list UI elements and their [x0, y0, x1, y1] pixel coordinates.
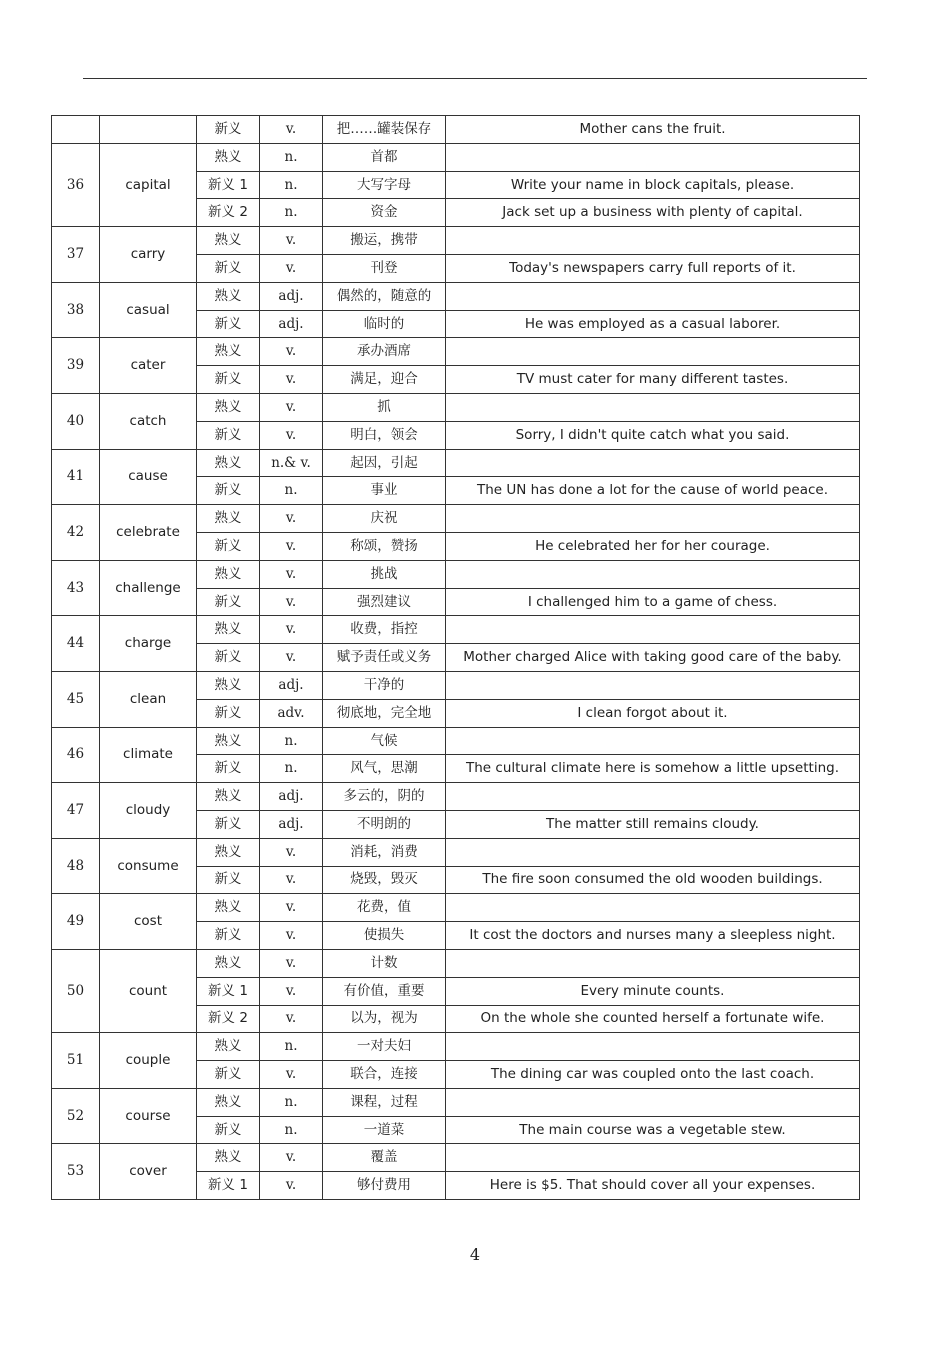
part-of-speech: n.& v.	[260, 449, 323, 477]
example-sentence: The UN has done a lot for the cause of world peace.	[446, 477, 860, 505]
meaning: 称颂，赞扬	[323, 532, 446, 560]
meaning: 赋予责任或义务	[323, 644, 446, 672]
entry-word: catch	[100, 393, 197, 449]
entry-word: carry	[100, 227, 197, 283]
part-of-speech: n.	[260, 1033, 323, 1061]
example-sentence: It cost the doctors and nurses many a sleepless night.	[446, 922, 860, 950]
meaning: 有价值，重要	[323, 977, 446, 1005]
entry-number: 52	[52, 1088, 100, 1144]
meaning: 庆祝	[323, 505, 446, 533]
meaning: 够付费用	[323, 1172, 446, 1200]
meaning: 多云的，阴的	[323, 783, 446, 811]
table-row	[52, 1088, 860, 1116]
meaning: 风气，思潮	[323, 755, 446, 783]
entry-number: 43	[52, 560, 100, 616]
example-sentence	[446, 616, 860, 644]
example-sentence: The matter still remains cloudy.	[446, 810, 860, 838]
meaning: 花费，值	[323, 894, 446, 922]
part-of-speech: v.	[260, 922, 323, 950]
sense-label: 新义	[197, 421, 260, 449]
entry-number: 36	[52, 143, 100, 226]
sense-label: 熟义	[197, 560, 260, 588]
entry-word	[100, 116, 197, 144]
part-of-speech: adj.	[260, 310, 323, 338]
table-row	[52, 616, 860, 644]
sense-label: 熟义	[197, 949, 260, 977]
part-of-speech: adv.	[260, 699, 323, 727]
entry-word: celebrate	[100, 505, 197, 561]
sense-label: 新义 1	[197, 171, 260, 199]
example-sentence	[446, 838, 860, 866]
example-sentence: Jack set up a business with plenty of capital.	[446, 199, 860, 227]
entry-word: challenge	[100, 560, 197, 616]
sense-label: 熟义	[197, 449, 260, 477]
table-row	[52, 116, 860, 144]
entry-word: cloudy	[100, 783, 197, 839]
table-row	[52, 838, 860, 866]
meaning: 偶然的，随意的	[323, 282, 446, 310]
table-row	[52, 949, 860, 977]
meaning: 起因，引起	[323, 449, 446, 477]
example-sentence: Write your name in block capitals, please.	[446, 171, 860, 199]
example-sentence: Today's newspapers carry full reports of it.	[446, 254, 860, 282]
meaning: 事业	[323, 477, 446, 505]
part-of-speech: v.	[260, 1144, 323, 1172]
sense-label: 新义	[197, 810, 260, 838]
part-of-speech: v.	[260, 254, 323, 282]
part-of-speech: v.	[260, 866, 323, 894]
example-sentence	[446, 1144, 860, 1172]
example-sentence	[446, 227, 860, 255]
part-of-speech: n.	[260, 755, 323, 783]
table-row	[52, 393, 860, 421]
meaning: 搬运，携带	[323, 227, 446, 255]
meaning: 强烈建议	[323, 588, 446, 616]
sense-label: 新义 2	[197, 199, 260, 227]
meaning: 彻底地，完全地	[323, 699, 446, 727]
part-of-speech: n.	[260, 171, 323, 199]
meaning: 一对夫妇	[323, 1033, 446, 1061]
sense-label: 新义	[197, 1116, 260, 1144]
example-sentence	[446, 727, 860, 755]
entry-number: 39	[52, 338, 100, 394]
table-row	[52, 505, 860, 533]
sense-label: 新义	[197, 532, 260, 560]
meaning: 覆盖	[323, 1144, 446, 1172]
sense-label: 新义 2	[197, 1005, 260, 1033]
meaning: 课程，过程	[323, 1088, 446, 1116]
entry-word: consume	[100, 838, 197, 894]
example-sentence: Every minute counts.	[446, 977, 860, 1005]
example-sentence	[446, 1088, 860, 1116]
table-row	[52, 338, 860, 366]
example-sentence: Mother charged Alice with taking good care of the baby.	[446, 644, 860, 672]
entry-number: 42	[52, 505, 100, 561]
meaning: 承办酒席	[323, 338, 446, 366]
entry-word: charge	[100, 616, 197, 672]
entry-number: 40	[52, 393, 100, 449]
entry-word: climate	[100, 727, 197, 783]
part-of-speech: n.	[260, 1116, 323, 1144]
entry-word: couple	[100, 1033, 197, 1089]
sense-label: 新义	[197, 477, 260, 505]
meaning: 把……罐装保存	[323, 116, 446, 144]
example-sentence: On the whole she counted herself a fortunate wife.	[446, 1005, 860, 1033]
part-of-speech: v.	[260, 977, 323, 1005]
part-of-speech: v.	[260, 644, 323, 672]
entry-number: 49	[52, 894, 100, 950]
part-of-speech: adj.	[260, 282, 323, 310]
sense-label: 熟义	[197, 1088, 260, 1116]
entry-number: 51	[52, 1033, 100, 1089]
table-row	[52, 227, 860, 255]
meaning: 不明朗的	[323, 810, 446, 838]
table-row	[52, 783, 860, 811]
entry-number: 41	[52, 449, 100, 505]
meaning: 挑战	[323, 560, 446, 588]
example-sentence	[446, 282, 860, 310]
meaning: 使损失	[323, 922, 446, 950]
part-of-speech: adj.	[260, 783, 323, 811]
example-sentence	[446, 949, 860, 977]
table-row	[52, 1144, 860, 1172]
meaning: 临时的	[323, 310, 446, 338]
entry-number: 48	[52, 838, 100, 894]
example-sentence: The dining car was coupled onto the last coach.	[446, 1061, 860, 1089]
meaning: 消耗，消费	[323, 838, 446, 866]
part-of-speech: v.	[260, 1005, 323, 1033]
sense-label: 熟义	[197, 783, 260, 811]
meaning: 首都	[323, 143, 446, 171]
meaning: 一道菜	[323, 1116, 446, 1144]
part-of-speech: v.	[260, 560, 323, 588]
part-of-speech: n.	[260, 143, 323, 171]
part-of-speech: v.	[260, 949, 323, 977]
example-sentence: TV must cater for many different tastes.	[446, 366, 860, 394]
sense-label: 熟义	[197, 838, 260, 866]
entry-number: 37	[52, 227, 100, 283]
table-row	[52, 449, 860, 477]
entry-word: cost	[100, 894, 197, 950]
entry-word: capital	[100, 143, 197, 226]
vocabulary-table-body	[52, 116, 860, 1200]
sense-label: 熟义	[197, 338, 260, 366]
table-row	[52, 727, 860, 755]
sense-label: 新义	[197, 254, 260, 282]
meaning: 以为，视为	[323, 1005, 446, 1033]
example-sentence	[446, 338, 860, 366]
example-sentence	[446, 449, 860, 477]
example-sentence	[446, 894, 860, 922]
sense-label: 新义	[197, 310, 260, 338]
entry-number: 45	[52, 671, 100, 727]
meaning: 计数	[323, 949, 446, 977]
part-of-speech: adj.	[260, 671, 323, 699]
meaning: 联合，连接	[323, 1061, 446, 1089]
meaning: 资金	[323, 199, 446, 227]
table-row	[52, 894, 860, 922]
example-sentence: Here is $5. That should cover all your expenses.	[446, 1172, 860, 1200]
part-of-speech: v.	[260, 227, 323, 255]
meaning: 烧毁，毁灭	[323, 866, 446, 894]
part-of-speech: v.	[260, 1061, 323, 1089]
sense-label: 熟义	[197, 671, 260, 699]
part-of-speech: v.	[260, 366, 323, 394]
entry-word: cater	[100, 338, 197, 394]
entry-word: course	[100, 1088, 197, 1144]
sense-label: 熟义	[197, 393, 260, 421]
part-of-speech: v.	[260, 616, 323, 644]
vocabulary-table	[51, 115, 860, 1200]
example-sentence	[446, 560, 860, 588]
sense-label: 新义	[197, 366, 260, 394]
sense-label: 新义	[197, 116, 260, 144]
sense-label: 新义	[197, 1061, 260, 1089]
sense-label: 新义	[197, 866, 260, 894]
part-of-speech: n.	[260, 477, 323, 505]
sense-label: 熟义	[197, 894, 260, 922]
sense-label: 熟义	[197, 505, 260, 533]
part-of-speech: v.	[260, 338, 323, 366]
sense-label: 新义 1	[197, 1172, 260, 1200]
entry-word: casual	[100, 282, 197, 338]
example-sentence	[446, 1033, 860, 1061]
meaning: 大写字母	[323, 171, 446, 199]
example-sentence	[446, 671, 860, 699]
sense-label: 新义	[197, 644, 260, 672]
part-of-speech: adj.	[260, 810, 323, 838]
example-sentence	[446, 393, 860, 421]
part-of-speech: v.	[260, 116, 323, 144]
part-of-speech: n.	[260, 1088, 323, 1116]
table-row	[52, 143, 860, 171]
sense-label: 新义	[197, 755, 260, 783]
example-sentence: I clean forgot about it.	[446, 699, 860, 727]
table-row	[52, 560, 860, 588]
example-sentence: Mother cans the fruit.	[446, 116, 860, 144]
sense-label: 新义	[197, 588, 260, 616]
part-of-speech: v.	[260, 838, 323, 866]
example-sentence: The fire soon consumed the old wooden buildings.	[446, 866, 860, 894]
sense-label: 熟义	[197, 282, 260, 310]
sense-label: 新义	[197, 699, 260, 727]
entry-number: 53	[52, 1144, 100, 1200]
part-of-speech: n.	[260, 199, 323, 227]
entry-number: 38	[52, 282, 100, 338]
meaning: 气候	[323, 727, 446, 755]
meaning: 刊登	[323, 254, 446, 282]
entry-word: clean	[100, 671, 197, 727]
example-sentence: He was employed as a casual laborer.	[446, 310, 860, 338]
sense-label: 熟义	[197, 1144, 260, 1172]
example-sentence: The main course was a vegetable stew.	[446, 1116, 860, 1144]
entry-word: cause	[100, 449, 197, 505]
table-row	[52, 282, 860, 310]
meaning: 抓	[323, 393, 446, 421]
part-of-speech: v.	[260, 421, 323, 449]
meaning: 明白，领会	[323, 421, 446, 449]
example-sentence	[446, 143, 860, 171]
sense-label: 熟义	[197, 727, 260, 755]
sense-label: 新义 1	[197, 977, 260, 1005]
entry-number	[52, 116, 100, 144]
part-of-speech: v.	[260, 588, 323, 616]
entry-number: 46	[52, 727, 100, 783]
sense-label: 熟义	[197, 1033, 260, 1061]
sense-label: 熟义	[197, 143, 260, 171]
example-sentence: The cultural climate here is somehow a little upsetting.	[446, 755, 860, 783]
header-rule	[83, 78, 867, 79]
entry-number: 47	[52, 783, 100, 839]
example-sentence: I challenged him to a game of chess.	[446, 588, 860, 616]
sense-label: 熟义	[197, 227, 260, 255]
part-of-speech: v.	[260, 393, 323, 421]
table-row	[52, 1033, 860, 1061]
example-sentence	[446, 783, 860, 811]
part-of-speech: n.	[260, 727, 323, 755]
example-sentence: He celebrated her for her courage.	[446, 532, 860, 560]
example-sentence	[446, 505, 860, 533]
part-of-speech: v.	[260, 505, 323, 533]
meaning: 干净的	[323, 671, 446, 699]
entry-word: count	[100, 949, 197, 1032]
part-of-speech: v.	[260, 1172, 323, 1200]
example-sentence: Sorry, I didn't quite catch what you said.	[446, 421, 860, 449]
entry-number: 50	[52, 949, 100, 1032]
part-of-speech: v.	[260, 532, 323, 560]
part-of-speech: v.	[260, 894, 323, 922]
table-row	[52, 671, 860, 699]
entry-word: cover	[100, 1144, 197, 1200]
meaning: 收费，指控	[323, 616, 446, 644]
sense-label: 新义	[197, 922, 260, 950]
meaning: 满足，迎合	[323, 366, 446, 394]
entry-number: 44	[52, 616, 100, 672]
page-number: 4	[469, 1245, 481, 1264]
sense-label: 熟义	[197, 616, 260, 644]
